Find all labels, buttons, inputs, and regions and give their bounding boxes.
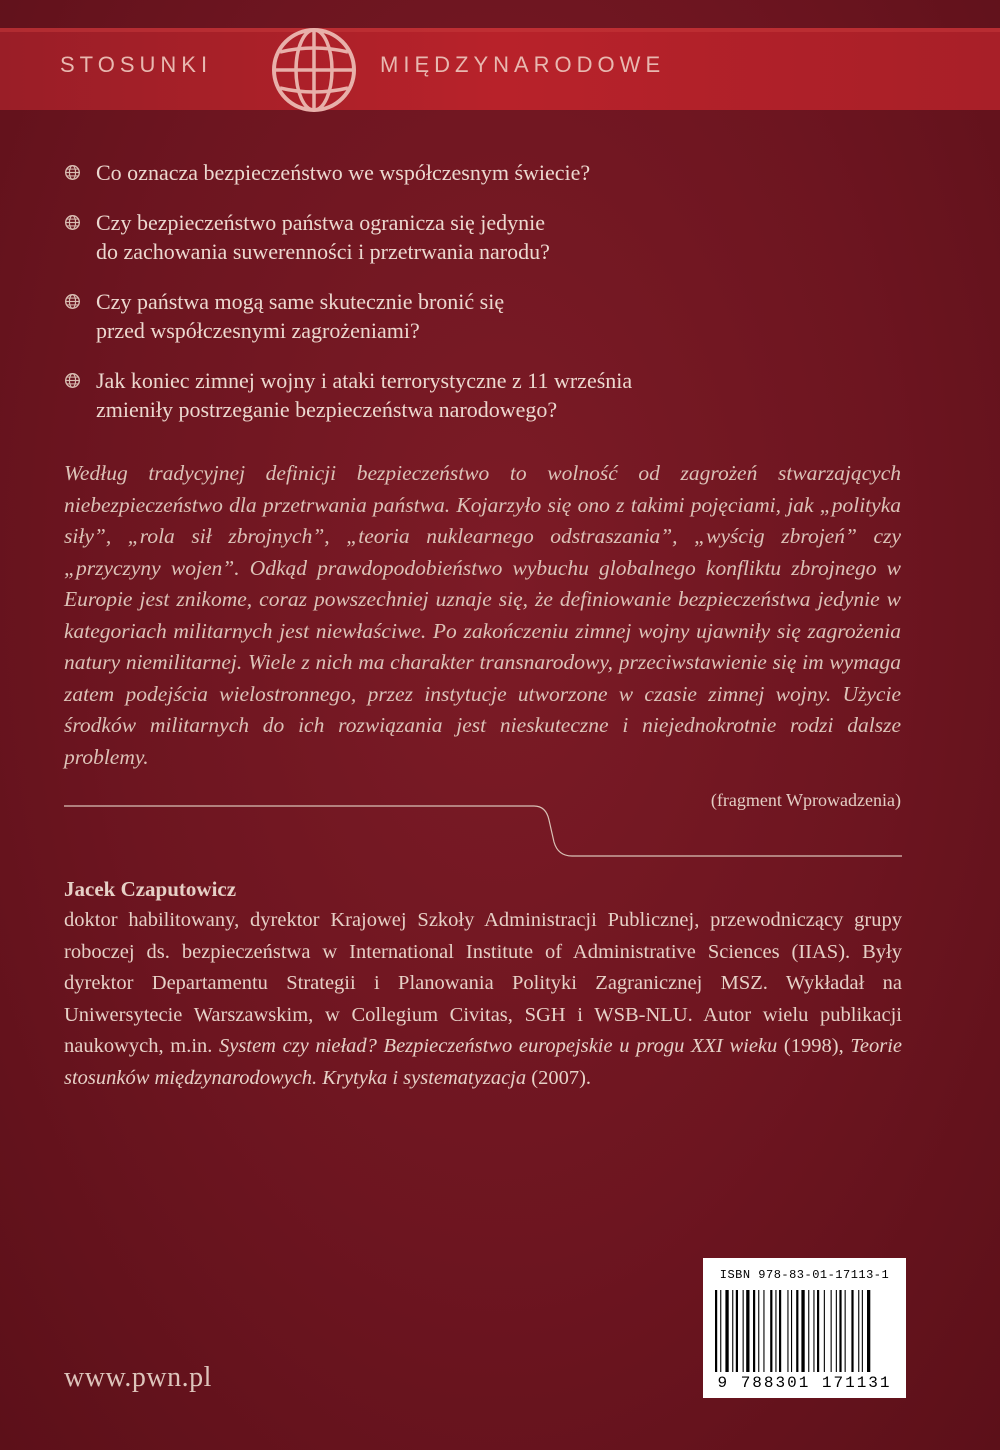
author-bio: doktor habilitowany, dyrektor Krajowej Szkoły Administracji Publicznej, przewodniczący grupy roboczej ds. bezpieczeństwa w International Institute of Administrative Sciences (IIAS). Były dyrektor Departamentu Strategii i Planowania Polityki Zagranicznej MSZ. Wykładał na Uniwersytecie Warszawskim, w Collegium Civitas, SGH i WSB-NLU. Autor wielu publikacji naukowych, m.in. System czy nieład? Bezpieczeństwo europejskie u progu XXI wieku (1998), Teorie stosunków międzynarodowych. Krytyka i systematyzacja (2007). (64, 909, 902, 1089)
question-line: Czy państwa mogą same skutecznie bronić się (96, 289, 505, 314)
question-line: Co oznacza bezpieczeństwo we współczesnym świecie? (96, 160, 591, 185)
question-item (62, 287, 762, 345)
question-list (62, 158, 762, 445)
barcode-digits: 9 788301 171131 (717, 1374, 892, 1392)
globe-icon (266, 22, 362, 118)
series-name-left: STOSUNKI (60, 52, 213, 77)
globe-bullet-icon (64, 293, 81, 310)
isbn-barcode (703, 1258, 906, 1398)
series-name-right: MIĘDZYNARODOWE (380, 52, 666, 77)
question-line: przed współczesnymi zagrożeniami? (96, 318, 420, 343)
isbn-label: ISBN 978-83-01-17113-1 (719, 1268, 890, 1282)
quote-source: (fragment Wprowadzenia) (710, 790, 901, 810)
question-line: do zachowania suwerenności i przetrwania narodu? (96, 239, 550, 264)
globe-bullet-icon (64, 214, 81, 231)
globe-bullet-icon (64, 164, 81, 181)
question-item (62, 366, 762, 424)
question-line: zmieniły postrzeganie bezpieczeństwa narodowego? (96, 397, 558, 422)
globe-bullet-icon (64, 372, 81, 389)
question-item (62, 158, 762, 187)
question-item (62, 208, 762, 266)
question-line: Jak koniec zimnej wojny i ataki terrorystyczne z 11 września (96, 368, 633, 393)
author-section (64, 873, 902, 1094)
barcode-bars (715, 1290, 895, 1372)
intro-quote: Według tradycyjnej definicji bezpieczeństwo to wolność od zagrożeń stwarzających niebezpieczeństwo dla przetrwania państwa. Kojarzyło się ono z takimi pojęciami, jak „polityka siły”, „rola sił zbrojnych”, „teoria nuklearnego odstraszania”, „wyścig zbrojeń” czy „przyczyny wojen”. Odkąd prawdopodobieństwo wybuchu globalnego konfliktu zbrojnego w Europie jest znikome, coraz powszechniej uznaje się, że definiowanie bezpieczeństwa jedynie w kategoriach militarnych jest niewłaściwe. Po zakończeniu zimnej wojny ujawniły się zagrożenia natury niemilitarnej. Wiele z nich ma charakter transnarodowy, przeciwstawienie się im wymaga zatem podejścia wielostronnego, przez instytucje utworzone w czasie zimnej wojny. Użycie środków militarnych do ich rozwiązania jest nieskuteczne i niejednokrotnie rodzi dalsze problemy. (64, 461, 901, 769)
book-title: Teorie stosunków międzynarodowych. Krytyka i systematyzacja (64, 1035, 902, 1089)
question-line: Czy bezpieczeństwo państwa ogranicza się jedynie (96, 210, 545, 235)
book-title: System czy nieład? Bezpieczeństwo europejskie u progu XXI wieku (219, 1035, 778, 1057)
publisher-website: www.pwn.pl (64, 1362, 212, 1393)
author-name: Jacek Czaputowicz (64, 877, 237, 901)
